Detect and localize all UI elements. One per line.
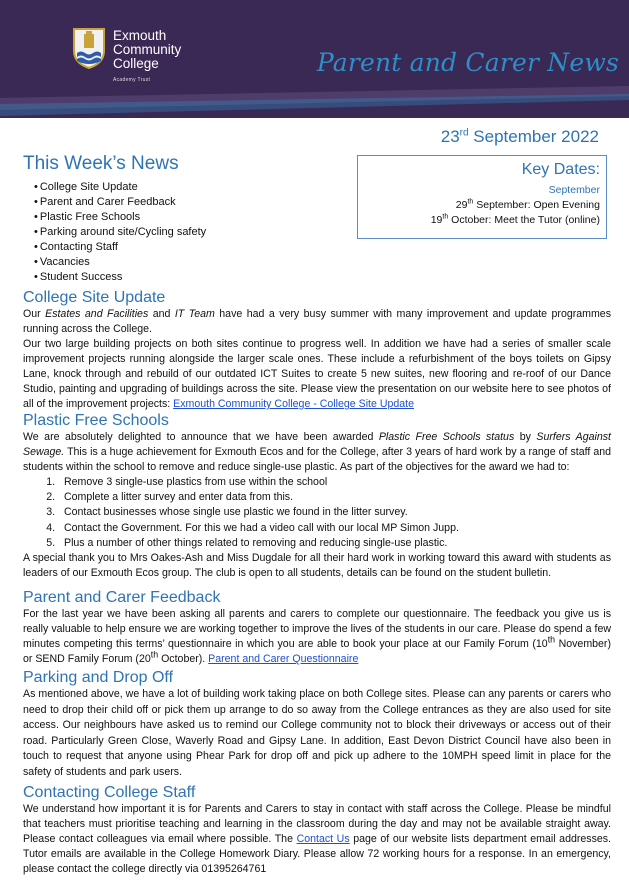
- text-run: Plastic Free Schools status: [378, 431, 515, 443]
- key-date-suffix: th: [442, 213, 449, 221]
- college-name-line1: Exmouth: [113, 28, 167, 43]
- parking-heading: Parking and Drop Off: [23, 669, 174, 686]
- text-run: This is a huge achievement for Exmouth Ecos and for the College, after 3 years of hard work by a range of staff and students within the school to remove and reduce single-use plastic. As part of the objectives for the award we had to:: [23, 446, 611, 473]
- plastic-free-section: [23, 411, 611, 581]
- text-run: Surfers Against Sewage.: [23, 431, 611, 458]
- list-item: 3. Contact businesses whose single use plastic we found in the litter survey.: [58, 505, 611, 520]
- objectives-list: [23, 475, 611, 551]
- text-run: th: [150, 649, 159, 660]
- text-run: Our two large building projects on both sites continue to progress well. In addition we have had a series of smaller scale improvement projects running alongside the larger scale ones. These include a refurbishment of the boys toilets on Gipsy Lane, knock through and rebuild of our outdated ICT Suites to create 5 new suites, new flooring and re-roof of our Dance Studio, painting and upgrading of buildings across the site. Please view the presentation on our website here to see photos of all of the improvement projects:: [23, 338, 611, 410]
- key-date-day: 19: [430, 214, 443, 226]
- text-run: We are absolutely delighted to announce that we have been awarded: [23, 431, 379, 443]
- plastic-free-heading: Plastic Free Schools: [23, 412, 169, 429]
- text-run: by: [514, 431, 537, 443]
- site-update-para2: [23, 337, 611, 412]
- key-dates-title: Key Dates:: [521, 161, 600, 178]
- feedback-section: [23, 588, 611, 667]
- key-date-open-evening: [358, 198, 600, 213]
- issue-date: [441, 127, 599, 147]
- academy-trust-label: Academy Trust: [113, 77, 151, 83]
- list-item: • College Site Update: [34, 180, 206, 195]
- text-run: th: [547, 634, 556, 645]
- college-name: [113, 29, 181, 87]
- college-name-line3: College: [113, 56, 159, 71]
- plastic-free-para2: A special thank you to Mrs Oakes-Ash and Miss Dugdale for all their hard work in working toward this award with students as leaders of our Exmouth Ecos group. The club is open to all students, details can be found on the student bulletin.: [23, 552, 611, 580]
- weekly-news-title: This Week’s News: [23, 153, 179, 174]
- text-run: We understand how important it is for Parents and Carers to stay in contact with staff across the College. Please be mindful that teachers must prioritise teaching and learning in the classroom during the day and may not be available straight away. Please contact colleagues via email where possible. The: [23, 803, 611, 845]
- text-run: have had a very busy summer with many improvement and update programmes running across the College.: [23, 308, 611, 335]
- text-run: For the last year we have been asking all parents and carers to complete our questionnaire. The feedback you give us is really valuable to help ensure we are working together to improve the lives of the students in our care. Please do spend a few minutes competing this terms’ questionnaire in which you are able to book your place at our Family Forum (10: [23, 608, 611, 650]
- key-date-suffix: th: [467, 198, 474, 206]
- newsletter-title: Parent and Carer News: [316, 48, 619, 77]
- key-date-day: 29: [455, 199, 468, 211]
- list-item: • Vacancies: [34, 255, 206, 270]
- text-run: November) or SEND Family Forum (20: [23, 638, 611, 665]
- site-update-heading: College Site Update: [23, 289, 166, 306]
- header-banner: [0, 0, 629, 118]
- contacting-section: [23, 783, 611, 877]
- key-date-text: September: Open Evening: [473, 199, 600, 211]
- key-date-text: October: Meet the Tutor (online): [448, 214, 600, 226]
- weekly-news-list: [34, 180, 206, 285]
- text-run: October).: [158, 653, 209, 665]
- questionnaire-link[interactable]: Parent and Carer Questionnaire: [208, 653, 359, 665]
- college-crest-logo: [72, 27, 106, 69]
- college-name-line2: Community: [113, 42, 182, 57]
- parking-para: As mentioned above, we have a lot of building work taking place on both College sites. Please can any parents or carers who need to drop their child off or pick them up arrange to do so away from the College entrances as they are also used for site access. Our neighbours have asked us to remind our College community not to block their driveways or access out of their road. Particularly Green Close, Waverly Road and Gipsy Lane. In addition, East Devon District Council have also been in touch to request that anyone using Phear Park for drop off and pick up adhere to the 10MPH speed limit in place for the safety of students and park users.: [23, 688, 611, 778]
- list-item: • Plastic Free Schools: [34, 210, 206, 225]
- list-item: 5. Plus a number of other things related to removing and reducing single-use plastic.: [58, 536, 611, 551]
- list-item: • Parent and Carer Feedback: [34, 195, 206, 210]
- text-run: page of our website lists department email addresses. Tutor emails are available in the College Homework Diary. Please allow 72 working hours for a response. In an emergency, please contact the college directly via 01395264761: [23, 833, 611, 875]
- text-run: IT Team: [174, 308, 215, 320]
- date-suffix: rd: [459, 127, 469, 139]
- text-run: Estates and Facilities: [45, 308, 149, 320]
- list-item: 1. Remove 3 single-use plastics from use within the school: [58, 475, 611, 490]
- contact-us-link[interactable]: Contact Us: [296, 833, 350, 845]
- text-run: and: [148, 308, 175, 320]
- site-update-para1: [23, 307, 611, 337]
- list-item: • Contacting Staff: [34, 240, 206, 255]
- text-run: Our: [23, 308, 46, 320]
- site-update-link[interactable]: Exmouth Community College - College Site Update: [173, 398, 414, 410]
- site-update-section: [23, 288, 611, 412]
- plastic-free-para1: [23, 430, 611, 475]
- key-dates-box: [357, 155, 607, 239]
- list-item: • Student Success: [34, 270, 206, 285]
- feedback-para: [23, 607, 611, 667]
- key-date-meet-tutor: [358, 213, 600, 228]
- date-day: 23: [440, 127, 460, 146]
- contacting-para: [23, 802, 611, 877]
- date-rest: September 2022: [468, 127, 599, 146]
- feedback-heading: Parent and Carer Feedback: [23, 589, 221, 606]
- list-item: 4. Contact the Government. For this we had a video call with our local MP Simon Jupp.: [58, 521, 611, 536]
- list-item: • Parking around site/Cycling safety: [34, 225, 206, 240]
- contacting-heading: Contacting College Staff: [23, 784, 196, 801]
- key-dates-month: September: [548, 184, 600, 196]
- list-item: 2. Complete a litter survey and enter data from this.: [58, 490, 611, 505]
- parking-section: [23, 668, 611, 781]
